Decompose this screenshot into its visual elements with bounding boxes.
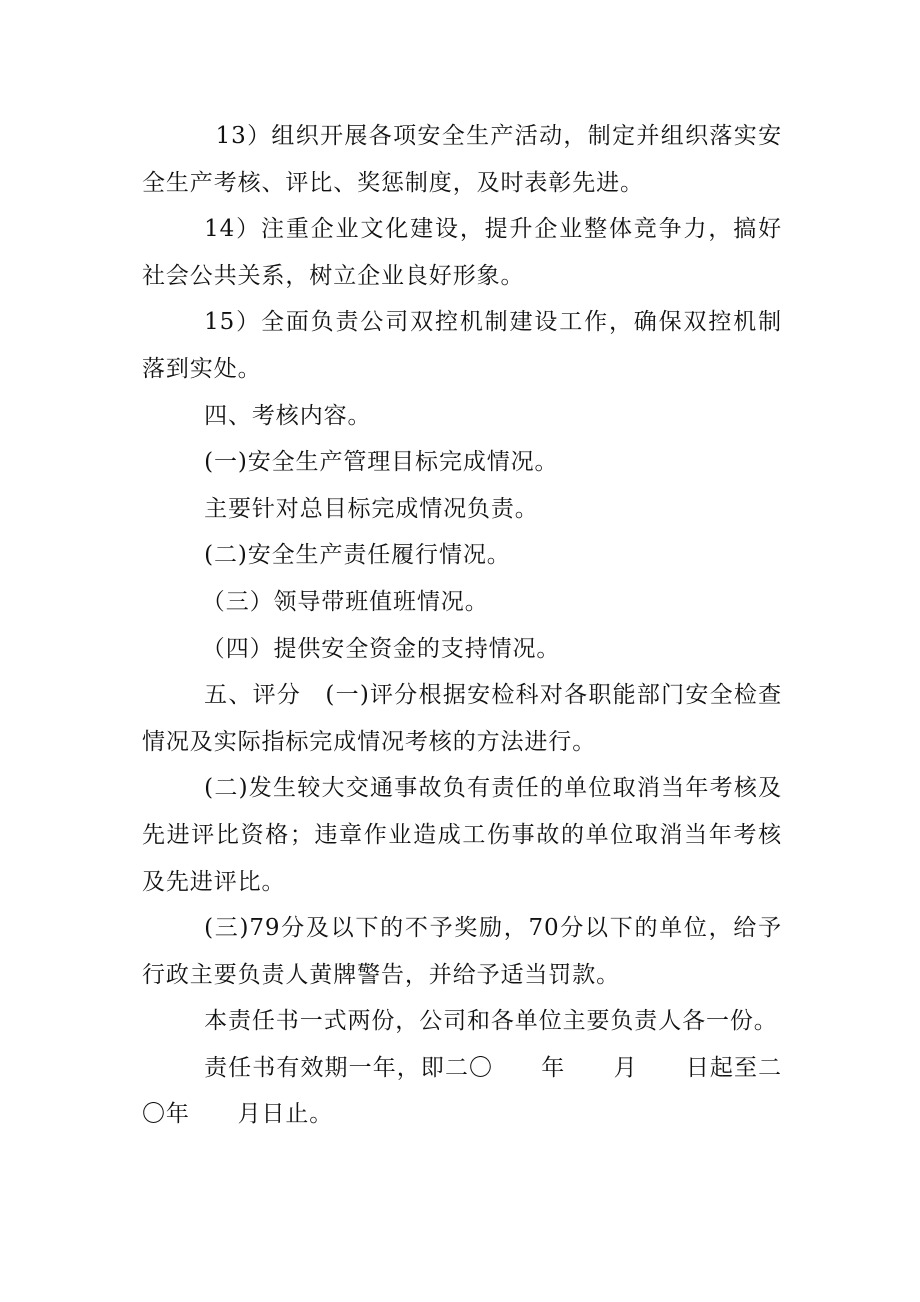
section-heading-assessment: 四、考核内容。	[204, 402, 372, 429]
assessment-item-4: （四）提供安全资金的支持情况。	[201, 635, 561, 662]
document-body	[142, 113, 782, 1138]
paragraph-item-14: 14）注重企业文化建设，提升企业整体竞争力，搞好社会公共关系，树立企业良好形象。	[142, 216, 782, 289]
paragraph-item-13: 13）组织开展各项安全生产活动，制定并组织落实安全生产考核、评比、奖惩制度，及时表彰先进。	[142, 123, 782, 196]
assessment-item-1-detail: 主要针对总目标完成情况负责。	[204, 495, 539, 522]
scoring-item-3: (三)79分及以下的不予奖励，70分以下的单位，给予行政主要负责人黄牌警告，并给予适当罚款。	[142, 915, 782, 988]
validity-statement: 责任书有效期一年，即二〇 年 月 日起至二〇年 月日止。	[142, 1054, 782, 1128]
assessment-item-2: (二)安全生产责任履行情况。	[204, 542, 511, 569]
assessment-item-1: (一)安全生产管理目标完成情况。	[204, 449, 559, 476]
copies-statement: 本责任书一式两份，公司和各单位主要负责人各一份。	[204, 1008, 778, 1035]
paragraph-item-15: 15）全面负责公司双控机制建设工作，确保双控机制落到实处。	[142, 309, 782, 382]
scoring-item-2: (二)发生较大交通事故负有责任的单位取消当年考核及先进评比资格；违章作业造成工伤事故的单位取消当年考核及先进评比。	[142, 775, 782, 895]
assessment-item-3: （三）领导带班值班情况。	[201, 588, 489, 615]
section-heading-scoring: 五、评分 (一)评分根据安检科对各职能部门安全检查情况及实际指标完成情况考核的方法进行。	[142, 682, 782, 755]
